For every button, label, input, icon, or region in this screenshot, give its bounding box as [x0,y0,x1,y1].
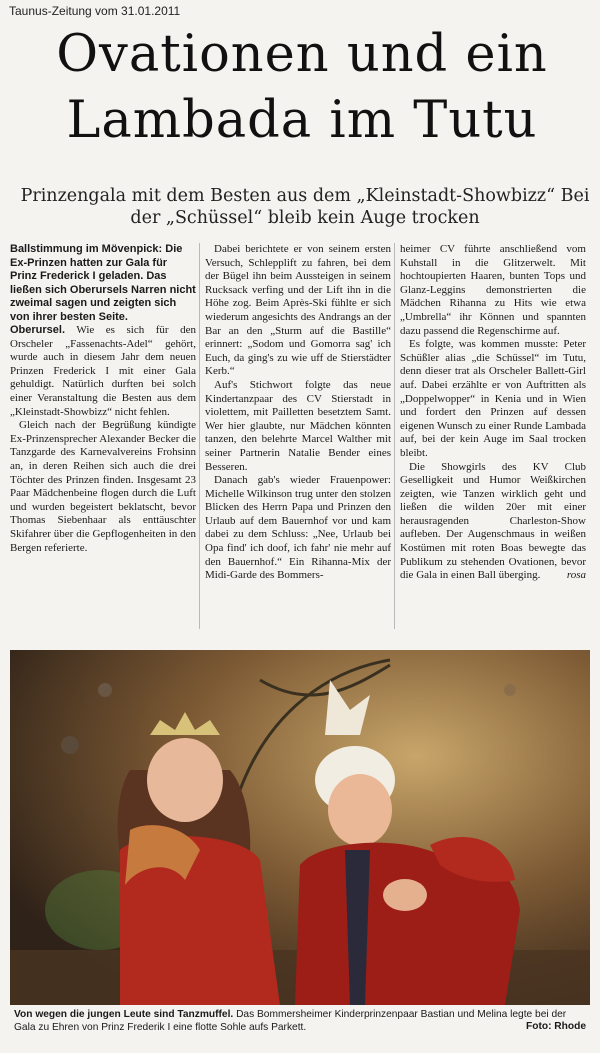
column-divider [394,243,395,629]
article-text: Wie es sich für den Orscheler „Fassenachts-Adel“ gehört, wurde auch in diesem Jahr dem neuen Prinzen Frederick I mit einer Gala gehuldigt. Natürlich durften bei solch einer Veranstaltung die Besten aus dem „Kleinstadt-Showbizz“ nicht fehlen. [10,324,196,418]
article-paragraph [400,461,586,583]
article-photo [10,650,590,1005]
article-paragraph: Auf's Stichwort folgte das neue Kindertanzpaar des CV Stierstadt in violettem, mit Pailletten besetztem Samt. Wer hier glaubte, nur Mädchen könnten tanzen, den belehrte Marcel Walther mit seiner Partnerin Natalie Bender eines Besseren. [205,378,391,473]
lead-paragraph: Ballstimmung im Mövenpick: Die Ex-Prinzen hatten zur Gala für Prinz Frederick I geladen. Das ließen sich Oberursels Narren nicht zweimal sagen und zeigten sich von ihrer besten Seite. [10,243,196,323]
source-line: Taunus-Zeitung vom 31.01.2011 [9,4,181,18]
author-signature: rosa [566,569,586,582]
article-paragraph: Es folgte, was kommen musste: Peter Schüßler alias „die Schüssel“ im Tutu, denn dieser trat als Orscheler Ballett-Girl auf. Dabei erzählte er von Auftritten als „Doppelwopper“ in Kenia und in Wien und fordert den Prinzen auf dessen eigenen Wunsch zu einer Runde Lambada auf, bei der kein Auge im Saal trocken bleibt. [400,338,586,459]
article-column-3 [400,243,586,583]
article-paragraph: Dabei berichtete er von seinem ersten Versuch, Schlepplift zu fahren, bei dem der Bügel ihn beim Aussteigen in seinem Rucksack verfing und der Lift ihn in die Höhe zog. Beim Après-Ski fühlte er sich wiederum angesichts des Andrangs an der Bar an den „Sturm auf die Bastille“ erinnert: „Sodom und Gomorra sag' ich Euch, da ging's zu wie uff de Stierstädter Kerb.“ [205,243,391,378]
article-paragraph: Gleich nach der Begrüßung kündigte Ex-Prinzensprecher Alexander Becker die Tanzgarde des Karnevalvereins Frohsinn an, in deren Reihen sich auch die drei Töchter des Prinzen finden. Insgesamt 23 Paar Mädchenbeine flogen durch die Luft und wurden begeistert beklatscht, bevor Thomas Siebenhaar als enttäuschter Skifahrer über die Gepflogenheiten in den Bergen referierte. [10,419,196,554]
headline: Ovationen und ein Lambada im Tutu [56,25,548,150]
subhead: Prinzengala mit dem Besten aus dem „Kleinstadt-Showbizz“ Bei der „Schüssel“ bleib kein Auge trocken [20,186,590,228]
caption-text: Das Bommersheimer Kinderprinzenpaar Bastian und Melina legte bei der Gala zu Ehren von Prinz Frederik I eine flotte Sohle aufs Parkett. [14,1009,567,1033]
article-column-2 [205,243,391,583]
photo-credit: Foto: Rhode [526,1021,586,1032]
article-paragraph: heimer CV führte anschließend vom Kuhstall in die Glitzerwelt. Mit hochtoupierten Haaren, bunten Tops und Glanz-Leggins demonstrierten die Mädchen Rihanna zu Hits wie etwa „Umbrella“ ihr Können und spannten dazu passend die Regenschirme auf. [400,243,586,337]
article-column-1 [10,243,196,555]
caption-lead: Von wegen die jungen Leute sind Tanzmuffel. [14,1009,234,1020]
article-paragraph [10,324,196,419]
photo-illustration [10,650,590,1005]
article-text: Die Showgirls des KV Club Geselligkeit und Humor Weißkirchen zeigten, wie Tanzen wirklich geht und ließen die wilden 20er mit einer herausragenden Charleston-Show aufleben. Der Augenschmaus in weißen Kostümen mit roten Boas bewegte das Publikum zu stehenden Ovationen, bevor die Gala in einen Ball überging. [400,460,586,582]
dateline: Oberursel. [10,324,66,336]
article-paragraph: Danach gab's wieder Frauenpower: Michelle Wilkinson trug unter den stolzen Blicken des Herrn Papa und Prinzen den Urlaub auf dem Bauernhof vor und kam dabei zu dem Schluss: „Nee, Urlaub bei Opa find' ich doof, ich fahr' nie mehr auf den Bauernhof.“ Ein Rihanna-Mix der Midi-Garde des Bommers- [205,474,391,582]
joined-hands [383,879,427,911]
photo-caption [14,1008,586,1034]
column-divider [199,243,200,629]
